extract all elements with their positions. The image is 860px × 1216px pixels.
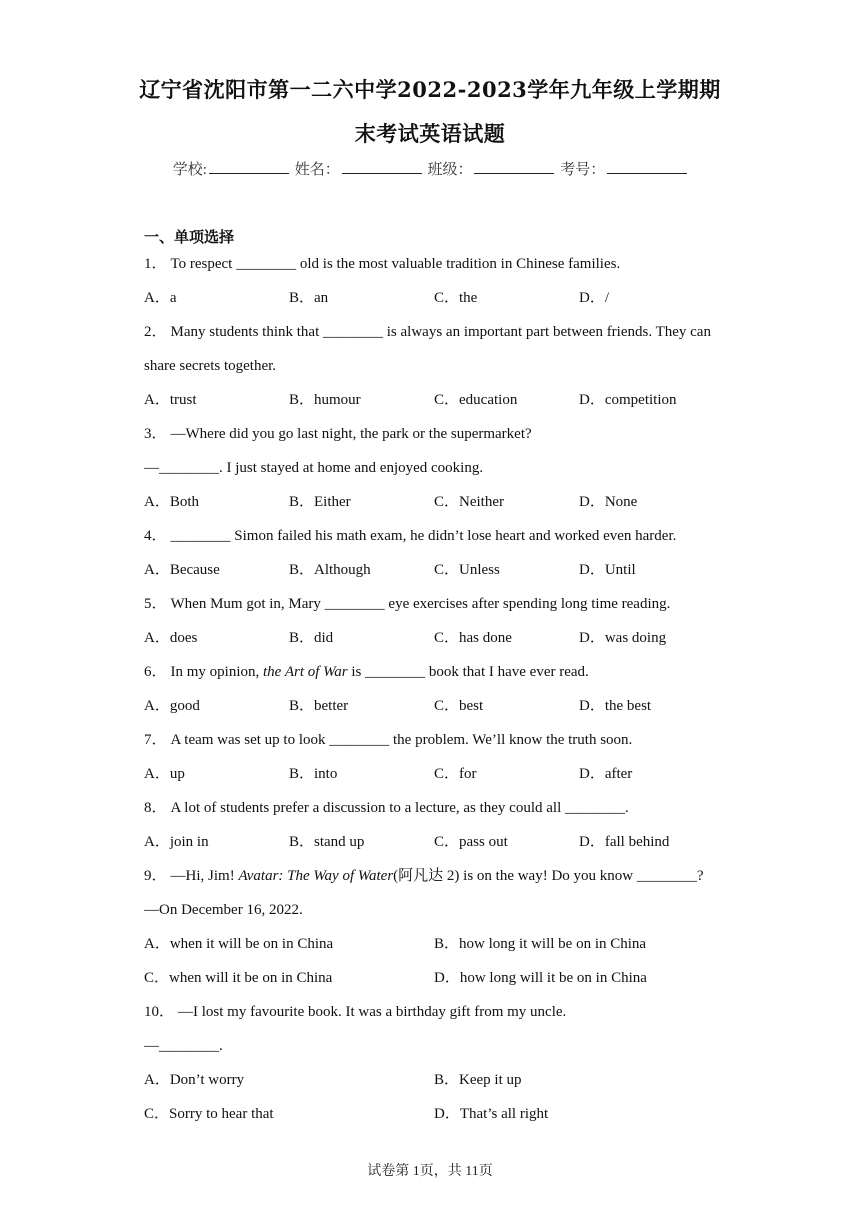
question-text: A lot of students prefer a discussion to a lecture, as they could all ________. [170,800,629,816]
option-a: A．trust [144,392,197,408]
class-field [427,158,554,179]
option-b: B．humour [289,392,361,408]
options-8 [144,830,724,864]
question-text-post: is ________ book that I have ever read. [347,664,589,680]
exam-title-line1: 辽宁省沈阳市第一二六中学2022-2023学年九年级上学期期 [139,77,721,102]
school-blank [209,159,289,174]
question-text-pre: —Hi, Jim! [170,868,239,884]
option-c: C．Neither [434,494,504,510]
question-number: 6． [144,664,167,680]
question-number: 1． [144,256,167,272]
option-a: A．Don’t worry [144,1072,245,1088]
option-d: D．how long will it be on in China [434,970,647,986]
question-7 [144,728,724,762]
option-b: B．into [289,766,338,782]
option-d: D．competition [579,392,677,408]
question-list [144,252,724,1136]
exam-title-line2: 末考试英语试题 [354,121,506,146]
question-text: When Mum got in, Mary ________ eye exercises after spending long time reading. [170,596,671,612]
option-d: D．after [579,766,633,782]
question-text: ________ Simon failed his math exam, he didn’t lose heart and worked even harder. [170,528,677,544]
exam-number-field [560,158,687,179]
option-b: B．how long it will be on in China [434,936,647,952]
question-9 [144,864,724,898]
option-c: C．Unless [434,562,500,578]
question-text: To respect ________ old is the most valuable tradition in Chinese families. [170,256,621,272]
option-b: B．Keep it up [434,1072,522,1088]
option-a: A．up [144,766,185,782]
option-d: D．That’s all right [434,1106,549,1122]
question-number: 10． [144,1004,175,1020]
question-text: Many students think that ________ is always an important part between friends. They can [170,324,711,340]
question-text-post: (阿凡达 2) is on the way! Do you know ________? [393,868,704,884]
question-6 [144,660,724,694]
book-title: the Art of War [263,664,348,680]
option-b: B．an [289,290,329,306]
class-label: 班级： [427,162,473,178]
option-a: A．Because [144,562,220,578]
option-c: C．pass out [434,834,508,850]
option-a: A．does [144,630,198,646]
option-d: D．Until [579,562,636,578]
options-10-row2 [144,1102,724,1136]
section-title: 一、单项选择 [144,228,235,246]
option-c: C．the [434,290,478,306]
options-6 [144,694,724,728]
question-8 [144,796,724,830]
movie-title: Avatar: The Way of Water [238,868,394,884]
option-c: C．education [434,392,518,408]
option-c: C．Sorry to hear that [144,1106,274,1122]
option-d: D．/ [579,290,610,306]
question-number: 7． [144,732,167,748]
options-1 [144,286,724,320]
question-text: —Where did you go last night, the park or the supermarket? [170,426,532,442]
question-number: 5． [144,596,167,612]
name-blank [342,159,422,174]
question-5 [144,592,724,626]
option-b: B．Although [289,562,371,578]
question-text: A team was set up to look ________ the problem. We’ll know the truth soon. [170,732,633,748]
question-10-continued: —________. [144,1038,223,1054]
question-number: 4． [144,528,167,544]
question-number: 2． [144,324,167,340]
question-9-continued: —On December 16, 2022. [144,902,303,918]
name-field [295,158,422,179]
option-d: D．was doing [579,630,667,646]
options-9-row1 [144,932,724,966]
school-field [173,158,289,179]
question-1 [144,252,724,286]
class-blank [474,159,554,174]
options-9-row2 [144,966,724,1000]
question-text-pre: In my opinion, [170,664,264,680]
name-label: 姓名： [294,162,340,178]
options-2 [144,388,724,422]
question-number: 3． [144,426,167,442]
exam-number-label: 考号： [560,162,606,178]
option-d: D．fall behind [579,834,670,850]
question-2 [144,320,724,354]
option-c: C．best [434,698,484,714]
question-3-continued: —________. I just stayed at home and enjoyed cooking. [144,460,484,476]
options-10-row1 [144,1068,724,1102]
question-number: 8． [144,800,167,816]
question-3 [144,422,724,456]
exam-number-blank [607,159,687,174]
option-b: B．better [289,698,349,714]
option-b: B．stand up [289,834,365,850]
question-text: —I lost my favourite book. It was a birthday gift from my uncle. [178,1004,567,1020]
option-a: A．a [144,290,177,306]
question-number: 9． [144,868,167,884]
option-b: B．Either [289,494,351,510]
option-c: C．for [434,766,477,782]
option-a: A．when it will be on in China [144,936,334,952]
options-4 [144,558,724,592]
school-label: 学校: [172,162,207,178]
option-a: A．good [144,698,200,714]
option-d: D．None [579,494,638,510]
question-2-continued: share secrets together. [144,358,277,374]
options-3 [144,490,724,524]
options-5 [144,626,724,660]
option-b: B．did [289,630,334,646]
page-footer: 试卷第 1页，共 11页 [367,1164,493,1179]
option-a: A．Both [144,494,200,510]
option-d: D．the best [579,698,652,714]
option-c: C．has done [434,630,512,646]
question-10 [144,1000,724,1034]
question-4 [144,524,724,558]
option-a: A．join in [144,834,209,850]
options-7 [144,762,724,796]
student-info-row [0,158,860,179]
option-c: C．when will it be on in China [144,970,333,986]
